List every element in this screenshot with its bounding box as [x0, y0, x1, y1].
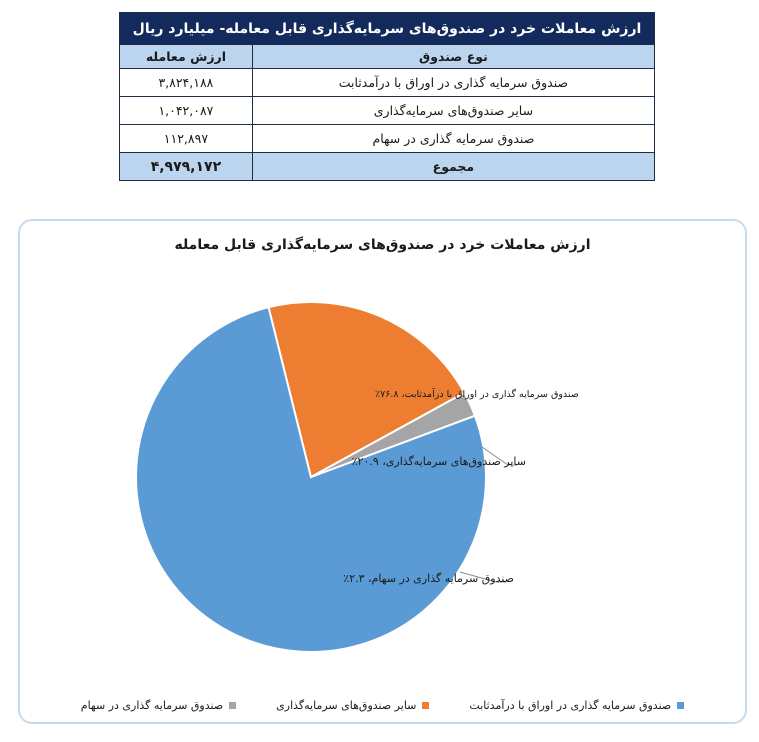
row-fund-type: صندوق سرمایه گذاری در سهام: [252, 125, 654, 153]
slice-data-label: سایر صندوق‌های سرمایه‌گذاری، ۲۰.۹٪: [351, 455, 526, 468]
header-trade-value: ارزش معامله: [120, 45, 253, 69]
legend-item: [81, 699, 236, 712]
legend-swatch: [229, 702, 236, 709]
table-row: [120, 69, 655, 97]
table-row: [120, 125, 655, 153]
table-row: [120, 97, 655, 125]
legend-item: [469, 699, 684, 712]
chart-title: ارزش معاملات خرد در صندوق‌های سرمایه‌گذاری قابل معامله: [174, 237, 591, 253]
pie-chart: [20, 221, 745, 722]
row-trade-value: ۳,۸۲۴,۱۸۸: [120, 69, 253, 97]
pie-chart-frame: [18, 219, 747, 724]
legend-swatch: [422, 702, 429, 709]
row-trade-value: ۱۱۲,۸۹۷: [120, 125, 253, 153]
row-fund-type: سایر صندوق‌های سرمایه‌گذاری: [252, 97, 654, 125]
legend-item: [276, 699, 429, 712]
legend-label: صندوق سرمایه گذاری در سهام: [80, 699, 224, 712]
row-trade-value: ۱,۰۴۲,۰۸۷: [120, 97, 253, 125]
slice-data-label: صندوق سرمایه گذاری در اوراق با درآمدثابت، ۷۶.۸٪: [375, 389, 579, 400]
legend-swatch: [677, 702, 684, 709]
table-header-row: [120, 45, 655, 69]
trade-value-table: [119, 12, 655, 181]
total-value: ۴,۹۷۹,۱۷۲: [120, 153, 253, 181]
legend-label: سایر صندوق‌های سرمایه‌گذاری: [276, 699, 417, 712]
slice-data-label: صندوق سرمایه گذاری در سهام، ۲.۳٪: [343, 572, 514, 585]
total-label: مجموع: [252, 153, 654, 181]
row-fund-type: صندوق سرمایه گذاری در اوراق با درآمدثابت: [252, 69, 654, 97]
table-title: ارزش معاملات خرد در صندوق‌های سرمایه‌گذاری قابل معامله- میلیارد ریال: [120, 13, 655, 45]
legend-label: صندوق سرمایه گذاری در اوراق با درآمدثابت: [469, 699, 672, 712]
chart-legend: [20, 699, 745, 712]
table-total-row: [120, 153, 655, 181]
header-fund-type: نوع صندوق: [252, 45, 654, 69]
